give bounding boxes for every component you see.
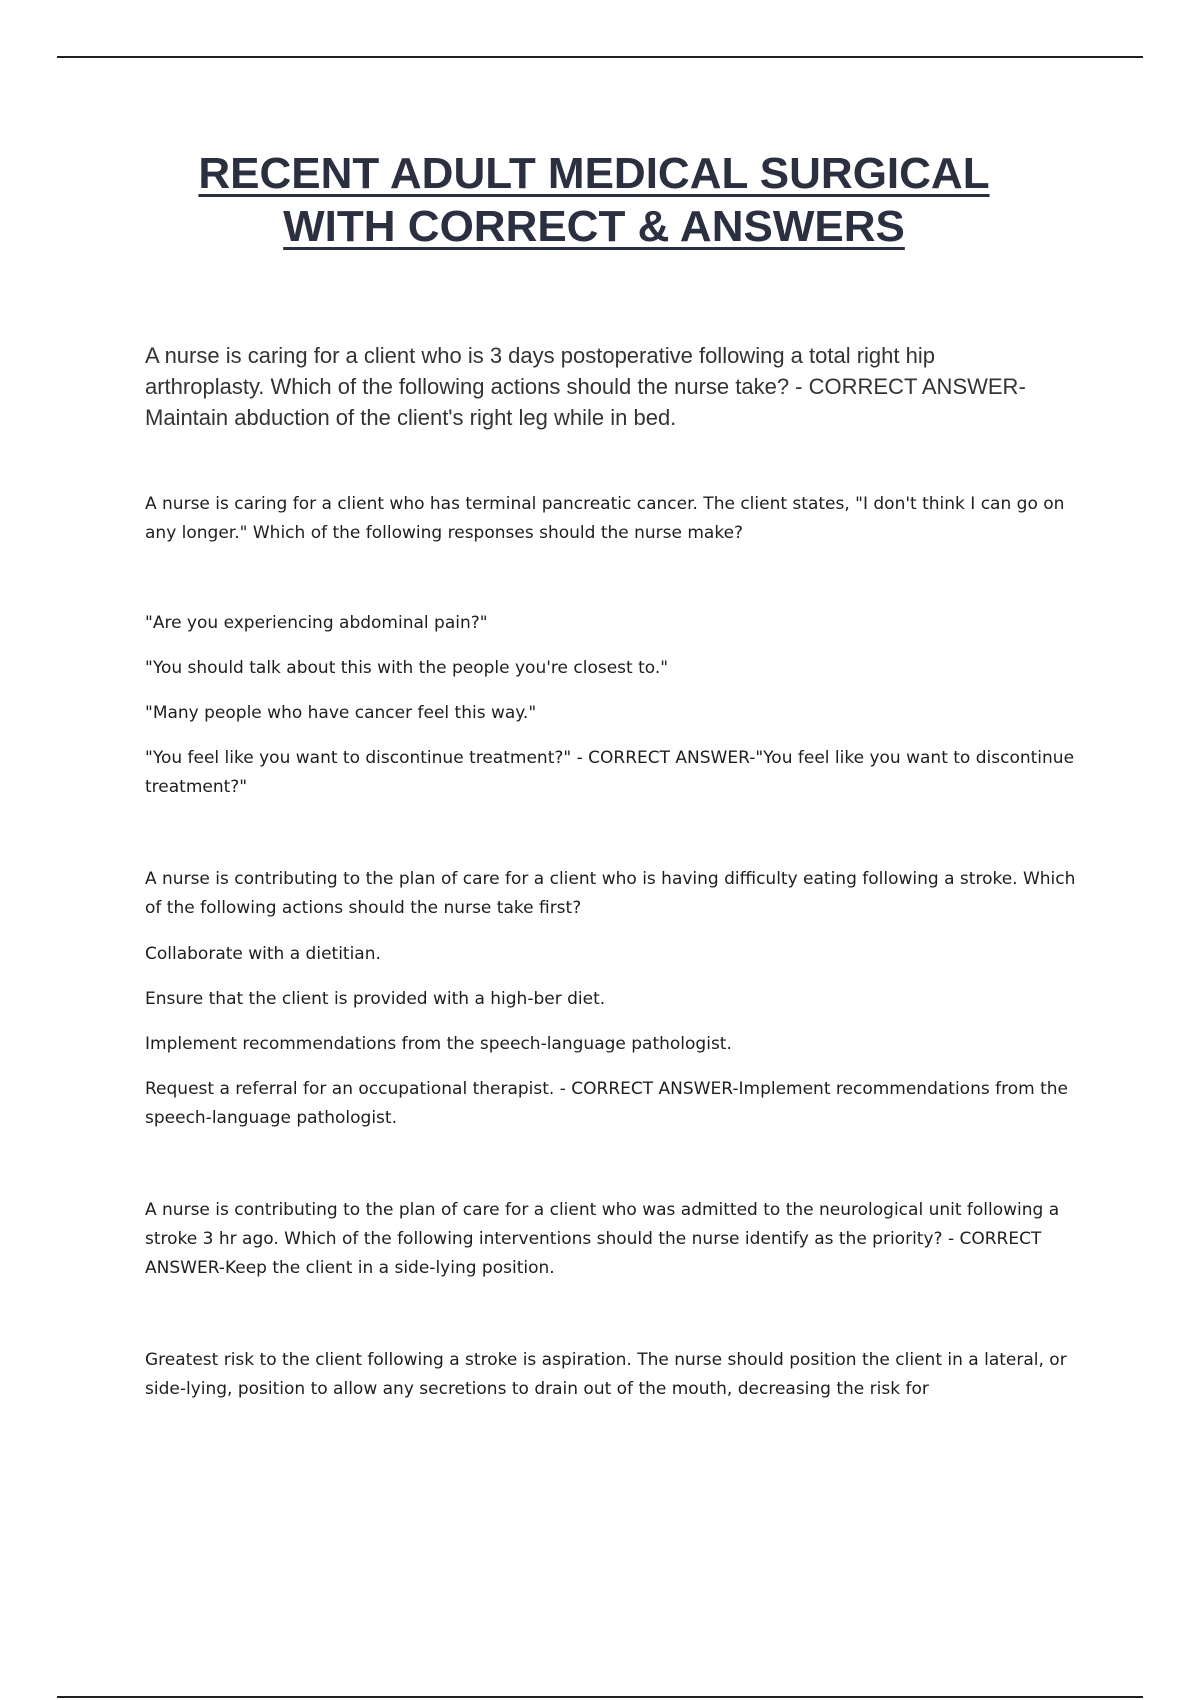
question-2-option-c: "Many people who have cancer feel this way." <box>145 703 537 723</box>
bottom-rule <box>57 1696 1143 1698</box>
rationale-text: Greatest risk to the client following a stroke is aspiration. The nurse should position the client in a lateral, or side-lying, position to allow any secretions to drain out of the mouth, decreasing the risk for <box>145 1350 1067 1399</box>
question-3-option-c: Implement recommendations from the speech-language pathologist. <box>145 1034 732 1054</box>
question-2-option-d-answer: "You feel like you want to discontinue treatment?" - CORRECT ANSWER-"You feel like you want to discontinue treatment?" <box>145 748 1075 797</box>
question-1: A nurse is caring for a client who is 3 days postoperative following a total right hip arthroplasty. Which of the following actions should the nurse take? - CORRECT ANSWER-Maintain abduction of the client's right leg while in bed. <box>145 343 1026 430</box>
top-rule <box>57 56 1143 58</box>
question-3-text: A nurse is contributing to the plan of care for a client who is having difficulty eating following a stroke. Which of the following actions should the nurse take first? <box>145 869 1076 918</box>
title-line-2: WITH CORRECT & ANSWERS <box>283 202 905 251</box>
question-3-option-d-answer: Request a referral for an occupational therapist. - CORRECT ANSWER-Implement recommendations from the speech-language pathologist. <box>145 1079 1068 1128</box>
document-title <box>0 147 1188 253</box>
question-2-text: A nurse is caring for a client who has terminal pancreatic cancer. The client states, "I don't think I can go on any longer." Which of the following responses should the nurse make? <box>145 494 1065 543</box>
question-4: A nurse is contributing to the plan of care for a client who was admitted to the neurological unit following a stroke 3 hr ago. Which of the following interventions should the nurse identify as the priority? - CORRECT ANSWER-Keep the client in a side-lying position. <box>145 1200 1060 1278</box>
question-2-option-a: "Are you experiencing abdominal pain?" <box>145 613 488 633</box>
question-3-option-a: Collaborate with a dietitian. <box>145 944 381 964</box>
question-3-option-b: Ensure that the client is provided with a high-ber diet. <box>145 989 606 1009</box>
question-2-option-b: "You should talk about this with the people you're closest to." <box>145 658 669 678</box>
title-line-1: RECENT ADULT MEDICAL SURGICAL <box>198 149 990 198</box>
